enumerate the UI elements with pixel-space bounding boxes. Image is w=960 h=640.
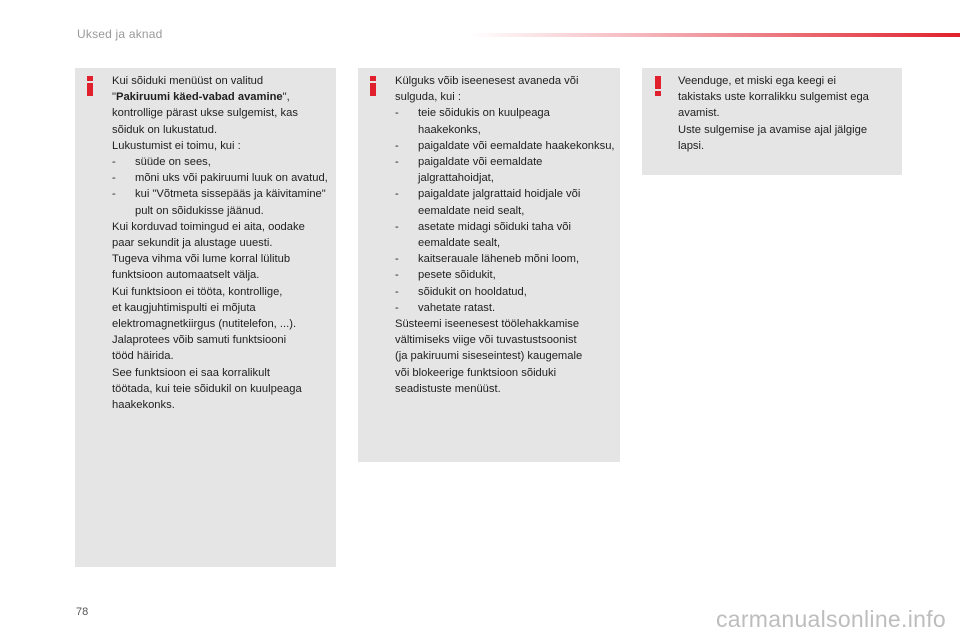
list-item: [395, 251, 615, 267]
text-line: takistaks uste korralikku sulgemist ega: [678, 91, 869, 104]
text-line: Kui funktsioon ei tööta, kontrollige,: [112, 285, 283, 298]
info-icon: [87, 76, 93, 96]
text-line: Jalaprotees võib samuti funktsiooni: [112, 334, 287, 347]
text-line: või blokeerige funktsioon sõiduki: [395, 366, 557, 379]
text-line: Süsteemi iseenesest töölehakkamise: [395, 318, 580, 331]
list-item-text: sõidukit on hooldatud,: [418, 285, 527, 298]
panel-text: [112, 73, 330, 413]
list-item: [112, 154, 330, 170]
page-number: 78: [76, 606, 89, 618]
section-title: Uksed ja aknad: [77, 27, 163, 41]
list-item: [395, 186, 615, 218]
text-line: elektromagnetkiirgus (nutitelefon, ...).: [112, 318, 297, 331]
list-item-text: asetate midagi sõiduki taha või eemaldate sealt,: [418, 220, 571, 250]
list-item-text: vahetate ratast.: [418, 301, 496, 314]
list-item-text: pesete sõidukit,: [418, 269, 496, 282]
list-dash: -: [395, 139, 399, 152]
warning-panel-door-safety: [642, 68, 902, 175]
list-dash: -: [395, 285, 399, 298]
list-item-text: paigaldate või eemaldate haakekonksu,: [418, 139, 615, 152]
text-line: sulguda, kui :: [395, 91, 461, 104]
list-item: [395, 154, 615, 186]
info-panel-side-door: [358, 68, 620, 462]
list-dash: -: [395, 253, 399, 266]
text-line: vältimiseks viige või tuvastustsoonist: [395, 334, 577, 347]
text-line: Uste sulgemise ja avamise ajal jälgige: [678, 123, 868, 136]
list-item: [395, 300, 615, 316]
text-line: sõiduk on lukustatud.: [112, 123, 218, 136]
list-item: [395, 284, 615, 300]
text-line: paar sekundit ja alustage uuesti.: [112, 237, 273, 250]
text-line: et kaugjuhtimispulti ei mõjuta: [112, 301, 256, 314]
list-dash: -: [395, 156, 399, 169]
list-dash: -: [395, 269, 399, 282]
list-item-text: kaitserauale läheneb mõni loom,: [418, 253, 580, 266]
quote-mark: ": [112, 91, 116, 104]
text-line: lapsi.: [678, 139, 705, 152]
feature-name: Pakiruumi käed-vabad avamine: [115, 91, 283, 104]
text-line: (ja pakiruumi siseseintest) kaugemale: [395, 350, 583, 363]
warning-icon: [655, 76, 661, 96]
list-item: [395, 267, 615, 283]
list-item-text: teie sõidukis on kuulpeaga haakekonks,: [418, 107, 550, 136]
list-item-text: paigaldate või eemaldate jalgrattahoidjat,: [418, 156, 543, 185]
text-line: haakekonks.: [112, 399, 175, 412]
list-item: [112, 186, 330, 218]
header-rule: [470, 33, 960, 37]
list-dash: -: [395, 301, 399, 314]
list-dash: -: [395, 107, 399, 120]
text-line: Veenduge, et miski ega keegi ei: [678, 75, 836, 87]
list-item: [395, 105, 615, 137]
list-item: [395, 219, 615, 251]
list-dash: -: [112, 156, 116, 169]
text-line: tööd häirida.: [112, 350, 174, 363]
text-line: funktsioon automaatselt välja.: [112, 269, 260, 282]
list-item-text: süüde on sees,: [135, 156, 211, 169]
text-line: Kui korduvad toimingud ei aita, oodake: [112, 220, 305, 233]
watermark: carmanualsonline.info: [715, 606, 946, 632]
text-line: Lukustumist ei toimu, kui :: [112, 139, 241, 152]
text-line: seadistuste menüüst.: [395, 382, 501, 395]
list-dash: -: [112, 172, 116, 185]
panel-text: [395, 73, 615, 397]
list-item-text: kui "Võtmeta sissepääs ja käivitamine" pult on sõidukisse jäänud.: [135, 188, 326, 217]
list-dash: -: [395, 188, 399, 201]
text-line: Kui sõiduki menüüst on valitud: [112, 75, 264, 87]
list-item: [112, 170, 330, 186]
list-dash: -: [112, 188, 116, 201]
list-item-text: paigaldate jalgrattaid hoidjale või eemaldate neid sealt,: [418, 188, 581, 217]
list-item: [395, 138, 615, 154]
info-icon: [370, 76, 376, 96]
text-line: avamist.: [678, 107, 720, 120]
text-line: Külguks võib iseenesest avaneda või: [395, 75, 579, 87]
quote-mark: ",: [282, 91, 290, 104]
text-line: töötada, kui teie sõidukil on kuulpeaga: [112, 382, 302, 395]
panel-text: [678, 73, 896, 154]
text-line: kontrollige pärast ukse sulgemist, kas: [112, 107, 298, 120]
text-line: See funktsioon ei saa korralikult: [112, 366, 270, 379]
info-panel-handsfree-tailgate: [75, 68, 336, 567]
text-line: Tugeva vihma või lume korral lülitub: [112, 253, 291, 266]
list-dash: -: [395, 220, 399, 233]
list-item-text: mõni uks või pakiruumi luuk on avatud,: [135, 172, 328, 185]
